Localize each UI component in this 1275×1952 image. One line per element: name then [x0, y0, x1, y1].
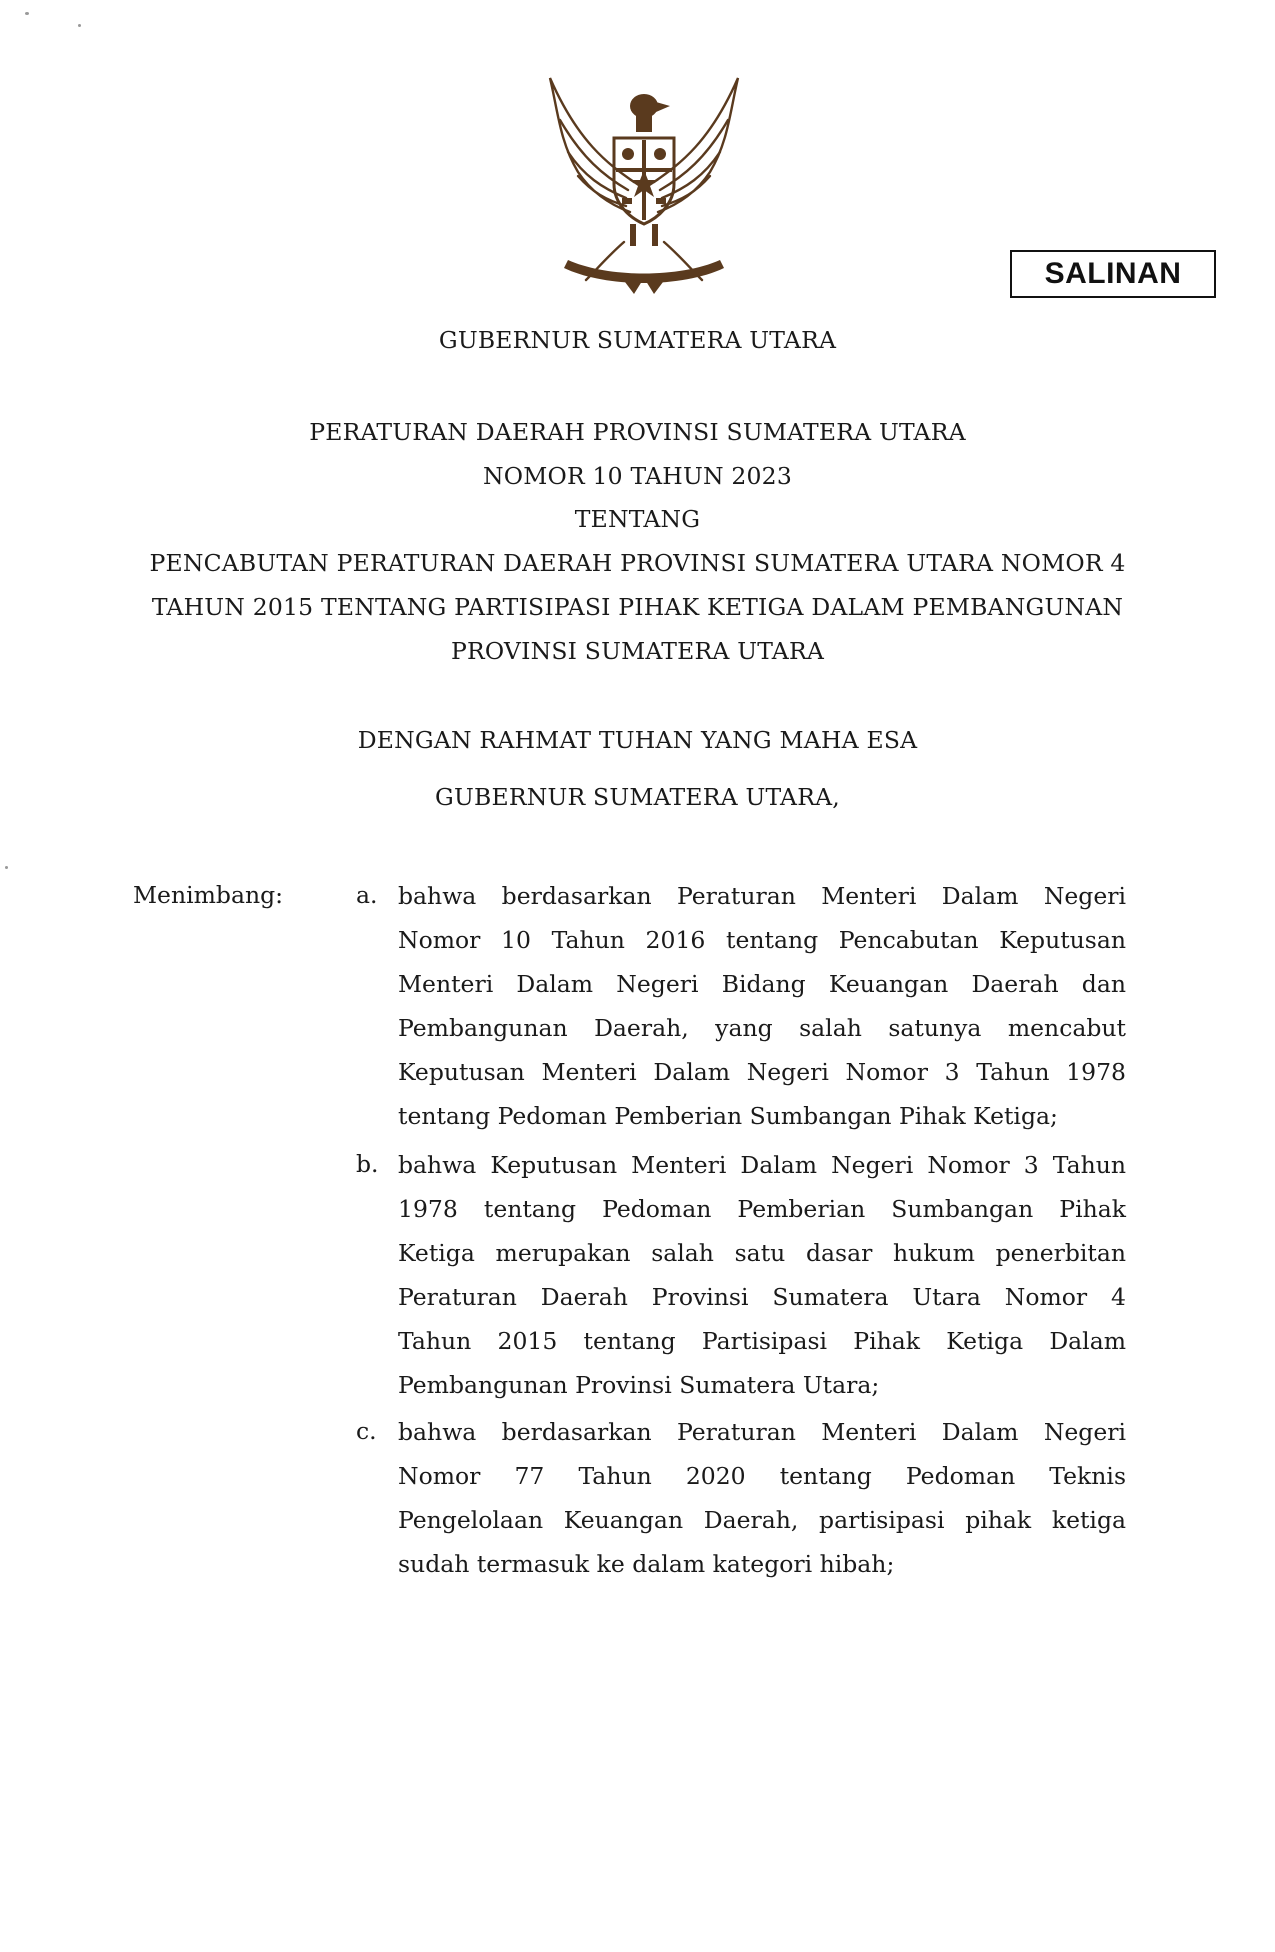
considering-text-line: Peraturan Daerah Provinsi Sumatera Utara Nomor 4 [398, 1283, 1126, 1311]
considering-text-line: sudah termasuk ke dalam kategori hibah; [398, 1550, 895, 1578]
considering-text-line: Pengelolaan Keuangan Daerah, partisipasi pihak ketiga [398, 1506, 1126, 1534]
garuda-emblem-icon [538, 72, 750, 294]
considering-text-line: Menteri Dalam Negeri Bidang Keuangan Daerah dan [398, 970, 1126, 998]
considering-text-line: Ketiga merupakan salah satu dasar hukum penerbitan [398, 1239, 1126, 1267]
regulation-title-line: PERATURAN DAERAH PROVINSI SUMATERA UTARA [309, 418, 966, 446]
considering-text-line: Nomor 10 Tahun 2016 tentang Pencabutan Keputusan [398, 926, 1126, 954]
considering-text-line: bahwa Keputusan Menteri Dalam Negeri Nomor 3 Tahun [398, 1151, 1126, 1179]
scan-speck [25, 12, 29, 15]
regulation-subject-line: PROVINSI SUMATERA UTARA [450, 637, 825, 665]
issuing-authority: GUBERNUR SUMATERA UTARA [438, 326, 837, 354]
considering-text-line: Pembangunan Provinsi Sumatera Utara; [398, 1371, 880, 1399]
regulation-about: TENTANG [574, 505, 701, 533]
regulation-number: NOMOR 10 TAHUN 2023 [483, 462, 792, 490]
considering-text-line: tentang Pedoman Pemberian Sumbangan Pihak Ketiga; [398, 1102, 1058, 1130]
considering-text-line: Tahun 2015 tentang Partisipasi Pihak Ketiga Dalam [398, 1327, 1126, 1355]
scan-speck [5, 866, 8, 869]
item-marker: a. [356, 881, 378, 909]
regulation-subject-line: PENCABUTAN PERATURAN DAERAH PROVINSI SUMATERA UTARA NOMOR 4 [149, 549, 1126, 577]
regulation-subject-line: TAHUN 2015 TENTANG PARTISIPASI PIHAK KETIGA DALAM PEMBANGUNAN [151, 593, 1124, 621]
item-marker: b. [356, 1150, 379, 1178]
signatory-heading: GUBERNUR SUMATERA UTARA, [435, 783, 840, 811]
considering-text-line: bahwa berdasarkan Peraturan Menteri Dalam Negeri [398, 1418, 1126, 1446]
considering-text-line: 1978 tentang Pedoman Pemberian Sumbangan Pihak [398, 1195, 1126, 1223]
considering-text-line: Keputusan Menteri Dalam Negeri Nomor 3 Tahun 1978 [398, 1058, 1126, 1086]
scan-speck [78, 24, 81, 27]
salinan-stamp: SALINAN [1010, 250, 1216, 298]
considering-text-line: Pembangunan Daerah, yang salah satunya mencabut [398, 1014, 1126, 1042]
considering-text-line: bahwa berdasarkan Peraturan Menteri Dalam Negeri [398, 882, 1126, 910]
considering-label: Menimbang: [133, 881, 284, 909]
invocation: DENGAN RAHMAT TUHAN YANG MAHA ESA [357, 726, 918, 754]
item-marker: c. [356, 1417, 377, 1445]
considering-text-line: Nomor 77 Tahun 2020 tentang Pedoman Teknis [398, 1462, 1126, 1490]
